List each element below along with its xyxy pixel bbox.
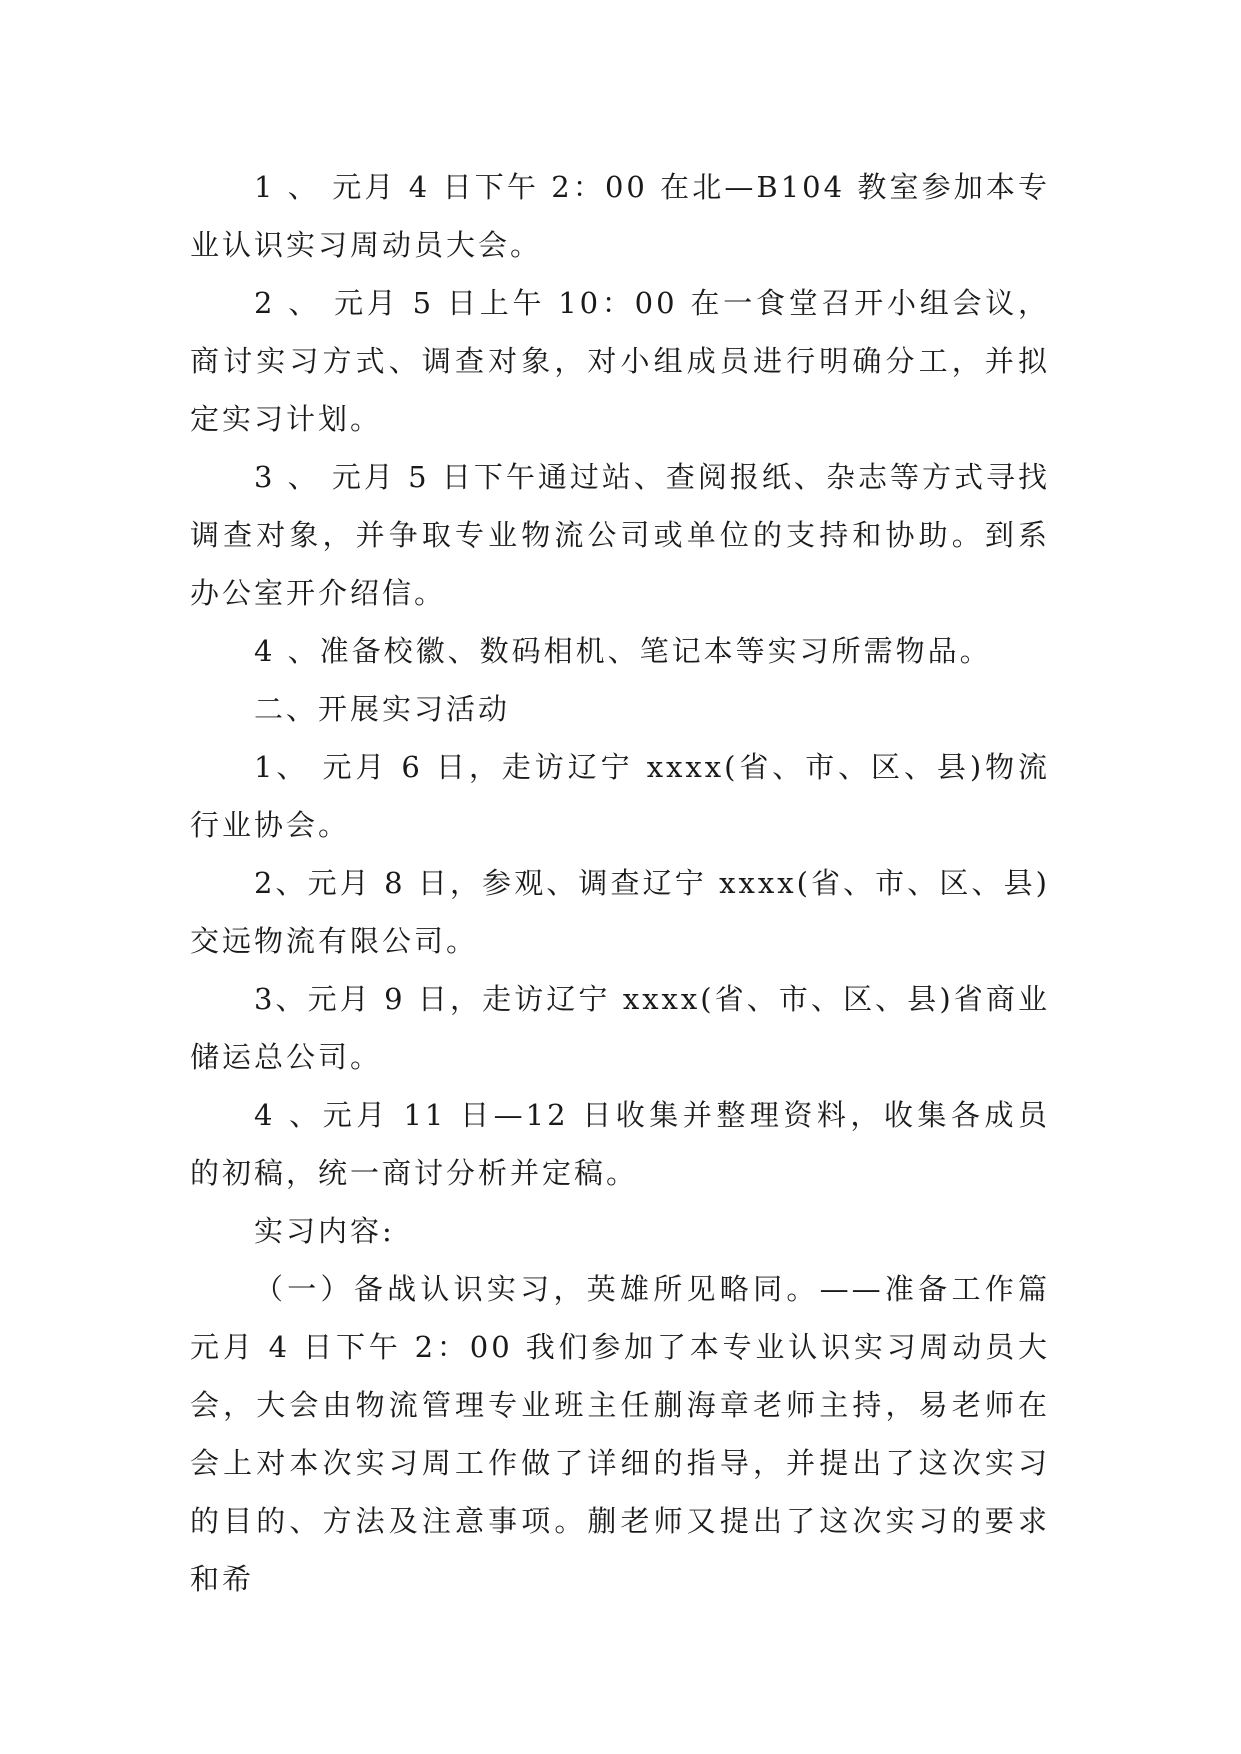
paragraph-item-2: 2 、 元月 5 日上午 10：00 在一食堂召开小组会议，商讨实习方式、调查对象，对小组成员进行明确分工，并拟定实习计划。: [190, 286, 1050, 436]
activity-item-2: 2、元月 8 日，参观、调查辽宁 xxxx(省、市、区、县)交远物流有限公司。: [190, 866, 1050, 958]
section-heading: 二、开展实习活动: [254, 692, 511, 726]
activity-item-1: 1、 元月 6 日，走访辽宁 xxxx(省、市、区、县)物流行业协会。: [190, 750, 1050, 842]
document-body: [190, 158, 1050, 1608]
paragraph-item-4: 4 、准备校徽、数码相机、笔记本等实习所需物品。: [254, 634, 992, 668]
content-paragraph: （一）备战认识实习，英雄所见略同。——准备工作篇元月 4 日下午 2：00 我们参加了本专业认识实习周动员大会，大会由物流管理专业班主任蒯海章老师主持，易老师在会上对本次实习周工作做了详细的指导，并提出了这次实习的目的、方法及注意事项。蒯老师又提出了这次实习的要求和希: [190, 1272, 1050, 1596]
paragraph-item-3: 3 、 元月 5 日下午通过站、查阅报纸、杂志等方式寻找调查对象，并争取专业物流公司或单位的支持和协助。到系办公室开介绍信。: [190, 460, 1050, 610]
content-heading: 实习内容:: [254, 1214, 395, 1248]
activity-item-3: 3、元月 9 日，走访辽宁 xxxx(省、市、区、县)省商业储运总公司。: [190, 982, 1050, 1074]
paragraph-item-1: 1 、 元月 4 日下午 2：00 在北—B104 教室参加本专业认识实习周动员大会。: [190, 170, 1050, 262]
activity-item-4: 4 、元月 11 日—12 日收集并整理资料，收集各成员的初稿，统一商讨分析并定稿。: [190, 1098, 1050, 1190]
